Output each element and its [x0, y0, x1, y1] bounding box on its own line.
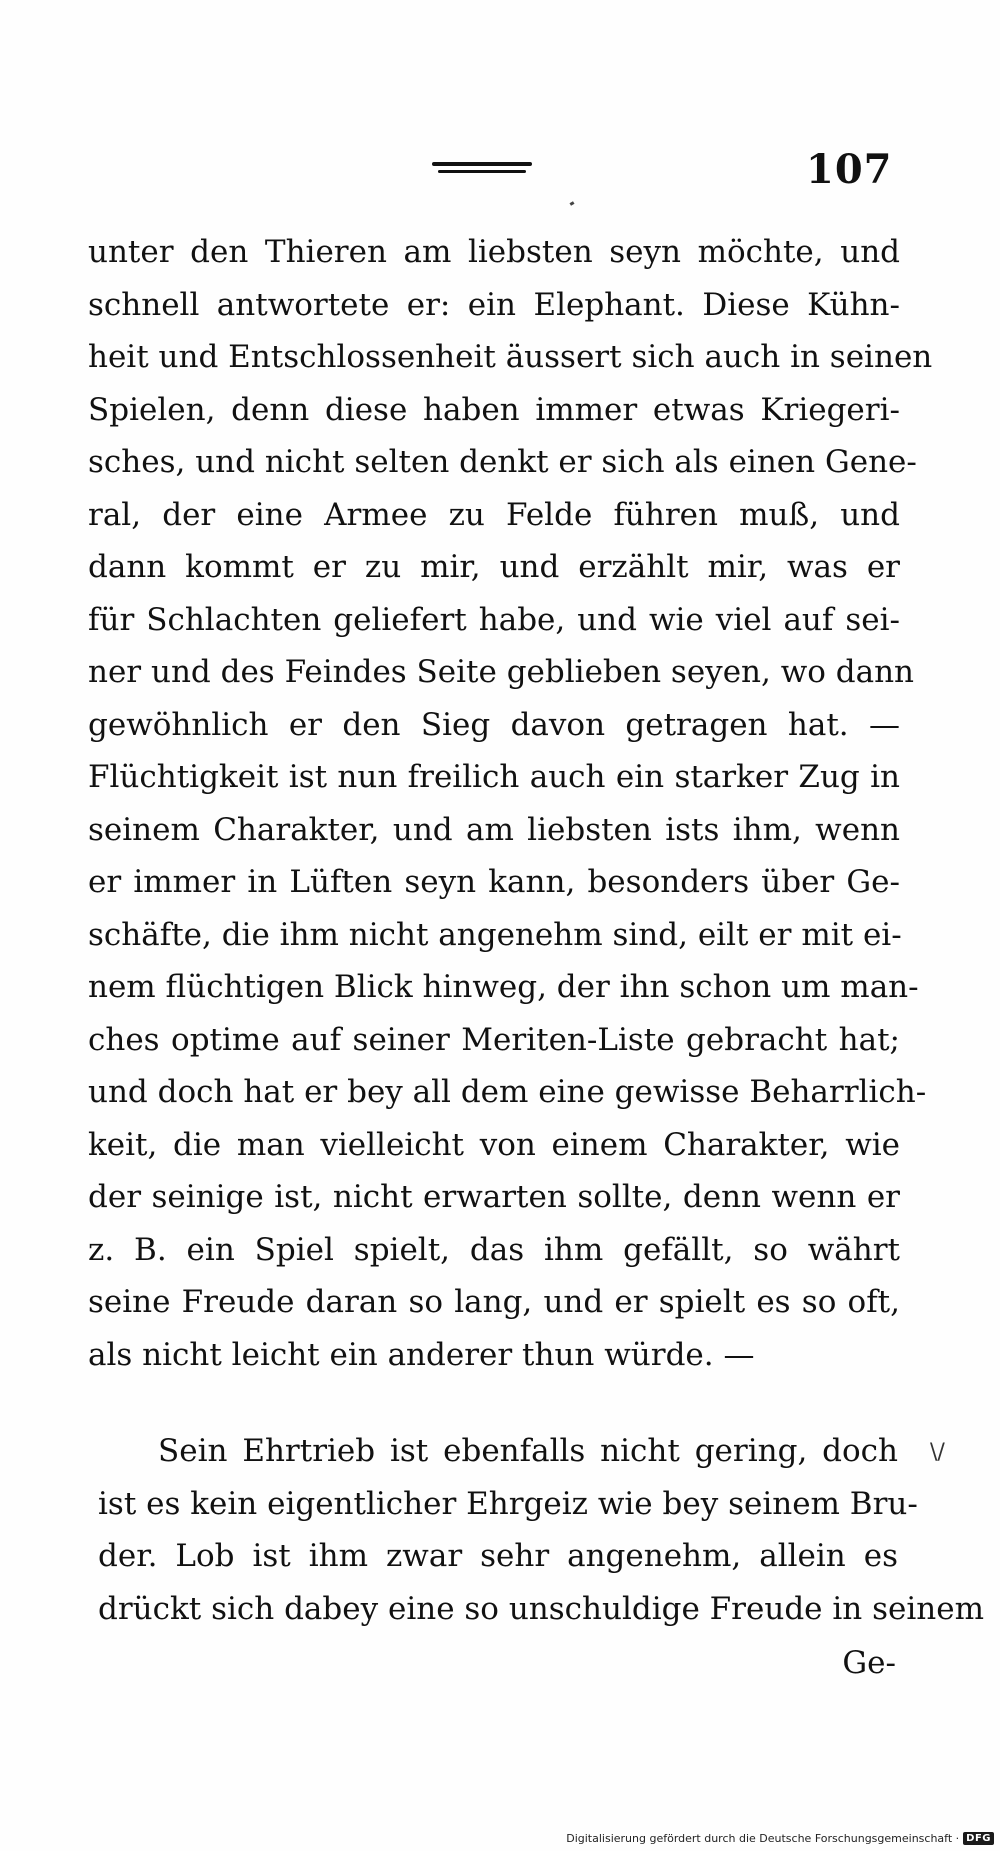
text-line: z. B. ein Spiel spielt, das ihm gefällt, so währt	[88, 1231, 900, 1268]
text-line: Flüchtigkeit ist nun freilich auch ein starker Zug in	[88, 759, 900, 795]
page-number: 107	[806, 146, 893, 193]
dfg-logo: DFG	[963, 1832, 994, 1845]
text-line: Spielen, denn diese haben immer etwas Kriegeri-	[88, 391, 900, 428]
text-line: heit und Entschlossenheit äussert sich auch in seinen	[88, 339, 933, 375]
digitization-footer	[566, 1829, 994, 1847]
text-line: keit, die man vielleicht von einem Charakter, wie	[88, 1126, 900, 1163]
text-line: drückt sich dabey eine so unschuldige Freude in seinem	[98, 1590, 984, 1627]
text-line: schnell antwortete er: ein Elephant. Diese Kühn-	[88, 286, 900, 323]
text-line: dann kommt er zu mir, und erzählt mir, was er	[88, 549, 900, 585]
text-line: er immer in Lüften seyn kann, besonders über Ge-	[88, 864, 900, 900]
margin-pencil-mark: \/	[930, 1440, 945, 1465]
text-line: ral, der eine Armee zu Felde führen muß, und	[88, 496, 900, 533]
header-ornament-rule	[432, 160, 532, 178]
text-line: nem flüchtigen Blick hinweg, der ihn schon um man-	[88, 969, 919, 1005]
text-line: ner und des Feindes Seite geblieben seyen, wo dann	[88, 654, 915, 690]
text-line: seinem Charakter, und am liebsten ists ihm, wenn	[88, 811, 900, 848]
text-line: der seinige ist, nicht erwarten sollte, denn wenn er	[88, 1179, 900, 1215]
paragraph-2	[98, 1425, 984, 1635]
text-line: schäfte, die ihm nicht angenehm sind, eilt er mit ei-	[88, 916, 902, 953]
text-line: für Schlachten geliefert habe, und wie viel auf sei-	[88, 601, 900, 638]
text-line: und doch hat er bey all dem eine gewisse Beharrlich-	[88, 1074, 927, 1110]
text-line: Sein Ehrtrieb ist ebenfalls nicht gering, doch	[158, 1433, 898, 1469]
footer-credit: Digitalisierung gefördert durch die Deutsche Forschungsgemeinschaft ·	[566, 1831, 960, 1845]
text-line: sches, und nicht selten denkt er sich als einen Gene-	[88, 444, 917, 480]
text-line: seine Freude daran so lang, und er spielt es so oft,	[88, 1284, 900, 1320]
text-line: ches optime auf seiner Meriten-Liste gebracht hat;	[88, 1021, 900, 1058]
paragraph-1	[88, 226, 933, 1381]
text-line: als nicht leicht ein anderer thun würde. —	[88, 1336, 755, 1373]
text-line: der. Lob ist ihm zwar sehr angenehm, allein es	[98, 1538, 898, 1574]
text-line: unter den Thieren am liebsten seyn möchte, und	[88, 234, 900, 270]
text-line: gewöhnlich er den Sieg davon getragen hat. —	[88, 706, 900, 743]
text-line: ist es kein eigentlicher Ehrgeiz wie bey seinem Bru-	[98, 1485, 918, 1522]
ink-speck	[570, 201, 575, 206]
catchword: Ge-	[842, 1645, 896, 1681]
